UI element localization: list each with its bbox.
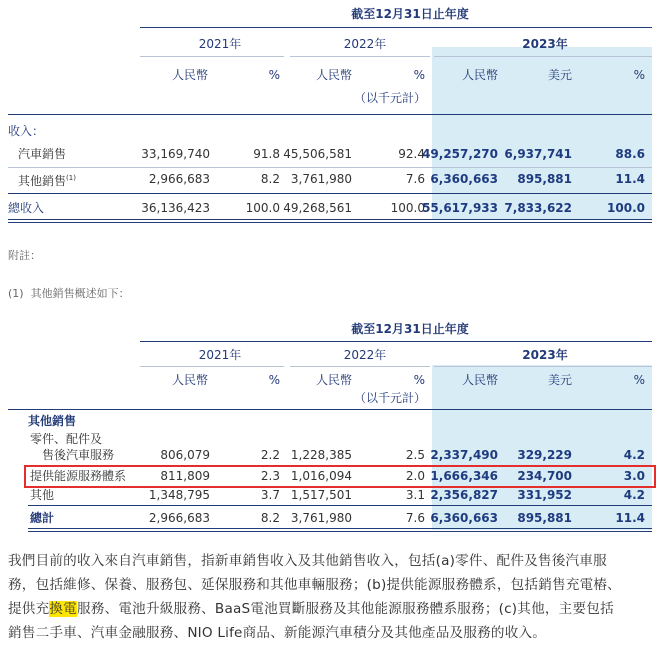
table1-year-rule-2021: [140, 56, 284, 57]
table2-section-label: 其他銷售: [28, 414, 77, 428]
table1-unit-note: （以千元計）: [353, 91, 426, 105]
table2-cell: 1,228,385: [290, 448, 352, 462]
table2-unit-note: （以千元計）: [353, 391, 426, 405]
table2-row-label: 提供能源服務體系: [30, 469, 127, 483]
table1-total-cell: 7,833,622: [504, 201, 572, 215]
table2-cell: 1,348,795: [148, 488, 210, 502]
table2-cell: 811,809: [160, 469, 210, 483]
table2-cell: 2,356,827: [430, 488, 498, 502]
table1-cell: 33,169,740: [141, 147, 210, 161]
table2-header-rule: [140, 341, 652, 342]
table1-year-rule-2023: [434, 56, 652, 57]
table1-cell: 49,257,270: [422, 147, 498, 161]
table2-total-cell: 895,881: [517, 511, 572, 525]
table1-col-pct-2023: %: [633, 68, 645, 82]
table1-cell: 6,360,663: [430, 172, 498, 186]
table2-year-2022: 2022年: [343, 348, 387, 362]
table2-year-2021: 2021年: [198, 348, 242, 362]
table2-cell: 3.1: [405, 488, 425, 502]
table1-cell: 92.4: [398, 147, 425, 161]
table1-total-rule: [8, 193, 652, 194]
table1-section-label: 收入：: [8, 124, 45, 138]
table1-cell: 88.6: [615, 147, 645, 161]
table2-cell: 2.2: [260, 448, 280, 462]
table2-total-label: 總計: [30, 511, 55, 525]
table2-cell: 1,517,501: [290, 488, 352, 502]
table2-year-rule-2022: [290, 366, 430, 367]
table2-cell: 2.0: [405, 469, 425, 483]
table1-col-rmb-2023: 人民幣: [461, 68, 498, 82]
table1-cell: 7.6: [405, 172, 425, 186]
table2-cell: 2.5: [405, 448, 425, 462]
paragraph-text: 服務、電池升級服務、BaaS電池買斷服務及其他能源服務體系服務；(c)其他，主要包括: [76, 601, 614, 617]
table2-bottom-rule: [28, 531, 652, 532]
table2-year-2023: 2023年: [522, 348, 568, 362]
table1-cell: 2,966,683: [148, 172, 210, 186]
table2-cell: 329,229: [517, 448, 572, 462]
table2-cell: 1,666,346: [430, 469, 498, 483]
table1-total-cell: 55,617,933: [422, 201, 498, 215]
table2-col-pct-2022: %: [413, 373, 425, 387]
footnote-marker: (1): [66, 174, 76, 182]
table2-col-pct-2023: %: [633, 373, 645, 387]
table1-row-label: 汽車銷售: [18, 147, 67, 161]
table1-year-2022: 2022年: [343, 37, 387, 51]
table2-total-rule: [28, 505, 652, 506]
paragraph-line: [8, 597, 656, 621]
note-1: (1) 其他銷售概述如下：: [8, 287, 130, 300]
table2-bottom-rule: [28, 528, 652, 529]
table1-total-cell: 100.0: [245, 201, 280, 215]
table1-year-2021: 2021年: [198, 37, 242, 51]
table2-total-cell: 11.4: [615, 511, 645, 525]
table2-cell: 806,079: [160, 448, 210, 462]
table2-body-rule: [8, 409, 652, 410]
table2-year-rule-2023: [434, 366, 652, 367]
table1-total-cell: 36,136,423: [141, 201, 210, 215]
notes-label: 附註：: [8, 249, 41, 262]
highlighted-term: 換電: [49, 601, 77, 617]
table1-period-header: 截至12月31日止年度: [351, 7, 469, 21]
table1-total-label: 總收入: [8, 201, 45, 215]
table2-cell: 2,337,490: [430, 448, 498, 462]
table1-bottom-rule: [8, 222, 652, 223]
table1-total-cell: 100.0: [607, 201, 645, 215]
table1-col-pct-2022: %: [413, 68, 425, 82]
table2-row-label-line2: 售後汽車服務: [42, 448, 115, 462]
table1-col-pct-2021: %: [268, 68, 280, 82]
table2-cell: 2.3: [260, 469, 280, 483]
table1-total-cell: 49,268,561: [283, 201, 352, 215]
table1-col-rmb-2022: 人民幣: [315, 68, 352, 82]
table1-cell: 91.8: [253, 147, 280, 161]
table2-cell: 4.2: [623, 448, 645, 462]
table2-col-rmb-2022: 人民幣: [315, 373, 352, 387]
table2-cell: 234,700: [517, 469, 572, 483]
table2-cell: 3.7: [260, 488, 280, 502]
table1-total-cell: 100.0: [390, 201, 425, 215]
table2-col-usd-2023: 美元: [547, 373, 572, 387]
table1-year-2023: 2023年: [522, 37, 568, 51]
table2-cell: 1,016,094: [290, 469, 352, 483]
table1-cell: 45,506,581: [283, 147, 352, 161]
table2-total-cell: 8.2: [260, 511, 280, 525]
table1-row-label-text: 其他銷售: [18, 174, 67, 188]
table2-period-header: 截至12月31日止年度: [351, 322, 469, 336]
table1-body-rule: [8, 114, 652, 115]
paragraph-text: 提供充: [8, 601, 50, 617]
table1-cell: 11.4: [615, 172, 645, 186]
paragraph-line: 務，包括維修、保養、服務包、延保服務和其他車輛服務；(b)提供能源服務體系，包括銷售充電樁、: [8, 577, 621, 593]
table2-col-pct-2021: %: [268, 373, 280, 387]
table1-bottom-rule: [8, 219, 652, 220]
table1-header-rule: [140, 27, 652, 28]
table2-total-cell: 3,761,980: [290, 511, 352, 525]
paragraph-line: 銷售二手車、汽車金融服務、NIO Life商品、新能源汽車積分及其他產品及服務的收入。: [8, 625, 547, 641]
table2-cell: 4.2: [623, 488, 645, 502]
table1-cell: 8.2: [260, 172, 280, 186]
table1-cell: 895,881: [517, 172, 572, 186]
table1-cell: 3,761,980: [290, 172, 352, 186]
table1-year-rule-2022: [290, 56, 430, 57]
table1-col-usd-2023: 美元: [547, 68, 572, 82]
table2-col-rmb-2023: 人民幣: [461, 373, 498, 387]
table1-cell: 6,937,741: [504, 147, 572, 161]
table2-cell: 331,952: [517, 488, 572, 502]
table1-col-rmb-2021: 人民幣: [171, 68, 208, 82]
table2-row-label-line1: 零件、配件及: [30, 432, 103, 446]
table2-total-cell: 7.6: [405, 511, 425, 525]
table1-row-label: [18, 171, 128, 188]
table1-row-rule: [8, 167, 652, 168]
table2-year-rule-2021: [140, 366, 284, 367]
table2-cell: 3.0: [623, 469, 645, 483]
paragraph-line: 我們目前的收入來自汽車銷售，指新車銷售收入及其他銷售收入，包括(a)零件、配件及售後汽車服: [8, 553, 607, 569]
table2-total-cell: 6,360,663: [430, 511, 498, 525]
table2-total-cell: 2,966,683: [148, 511, 210, 525]
table2-col-rmb-2021: 人民幣: [171, 373, 208, 387]
table2-row-label: 其他: [30, 488, 55, 502]
